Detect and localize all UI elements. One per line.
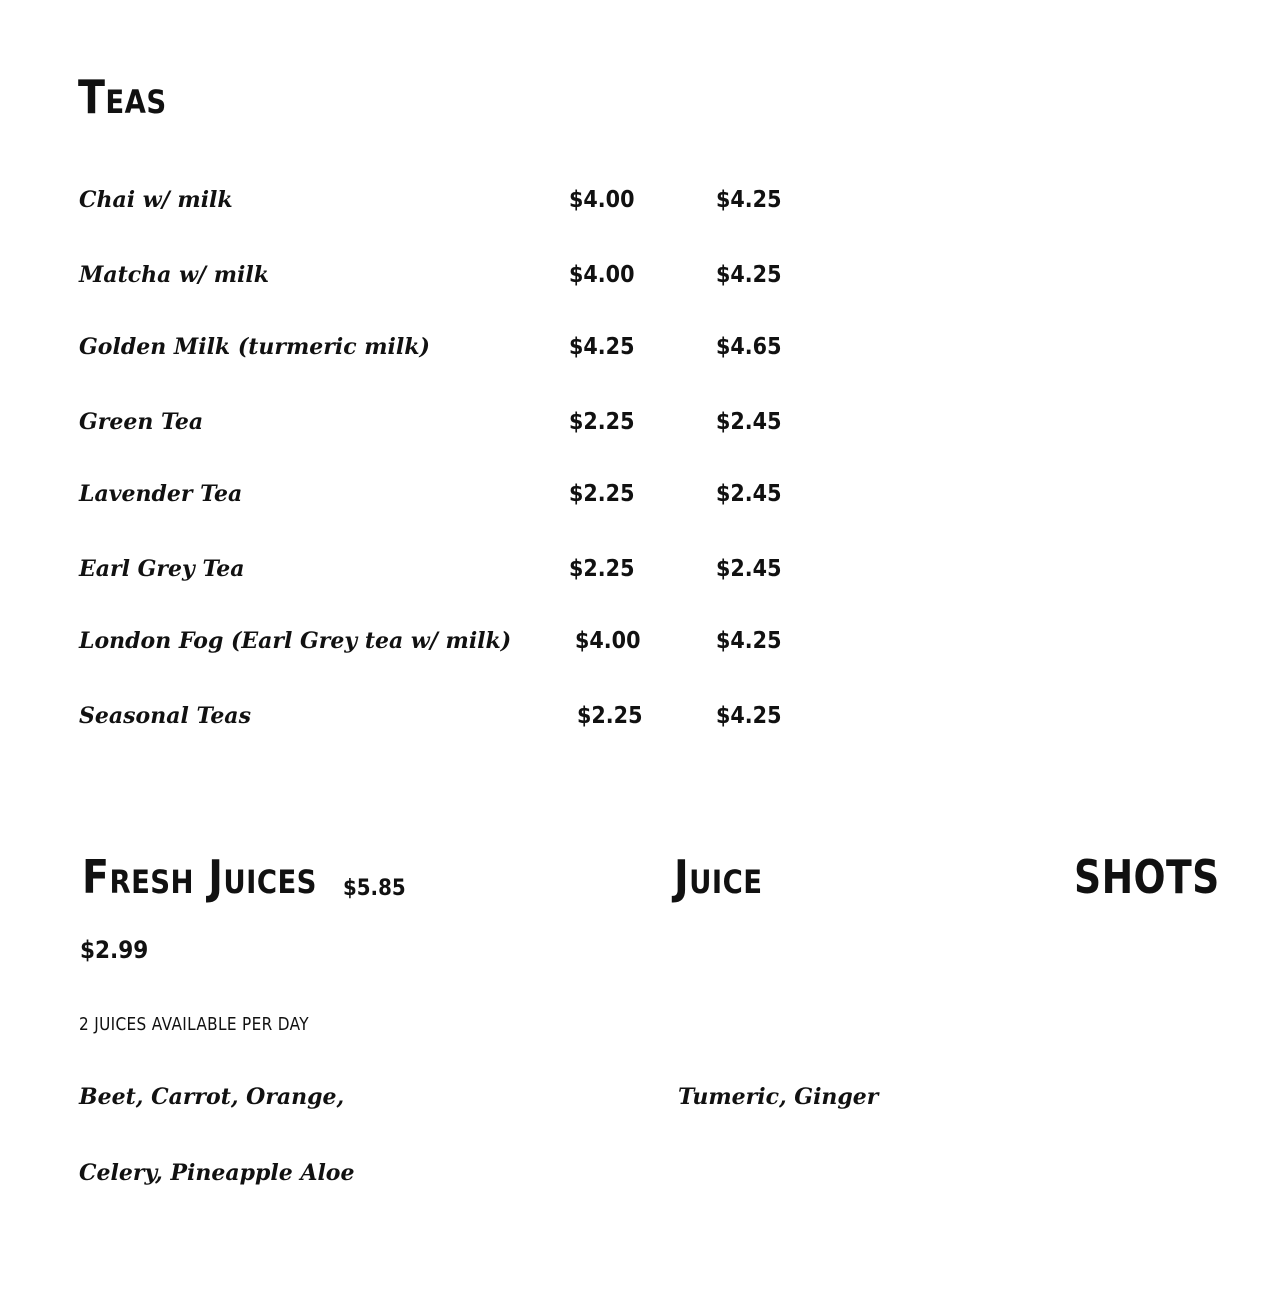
juice-shots-heading-right: SHOTS (1074, 850, 1220, 904)
juice-shots-price: $2.99 (80, 936, 149, 964)
juice-flavors-line-1: Beet, Carrot, Orange, (79, 1084, 345, 1110)
fresh-juices-price: $5.85 (343, 876, 406, 901)
tea-price-large: $2.45 (716, 556, 782, 582)
tea-price-large: $2.45 (716, 409, 782, 435)
tea-name: Seasonal Teas (79, 703, 251, 729)
tea-item (0, 255, 1284, 295)
tea-price-small: $4.00 (569, 187, 635, 213)
tea-price-small: $2.25 (577, 703, 643, 729)
tea-name: Lavender Tea (79, 481, 243, 507)
tea-item (0, 621, 1284, 661)
tea-item (0, 474, 1284, 514)
tea-name: Chai w/ milk (79, 187, 233, 213)
juice-flavors-line-2: Celery, Pineapple Aloe (79, 1160, 355, 1186)
tea-price-large: $2.45 (716, 481, 782, 507)
tea-price-large: $4.25 (716, 703, 782, 729)
tea-price-small: $2.25 (569, 481, 635, 507)
teas-heading: Teas (78, 70, 167, 124)
tea-price-small: $4.00 (575, 628, 641, 654)
tea-item (0, 327, 1284, 367)
juices-availability-note: 2 JUICES AVAILABLE PER DAY (79, 1014, 309, 1035)
tea-item (0, 696, 1284, 736)
tea-price-large: $4.25 (716, 262, 782, 288)
tea-price-small: $4.25 (569, 334, 635, 360)
tea-item (0, 549, 1284, 589)
tea-price-large: $4.25 (716, 628, 782, 654)
tea-name: Matcha w/ milk (79, 262, 269, 288)
juice-shots-flavors: Tumeric, Ginger (678, 1084, 879, 1110)
tea-name: Green Tea (79, 409, 204, 435)
tea-price-large: $4.25 (716, 187, 782, 213)
tea-item (0, 402, 1284, 442)
tea-name: Earl Grey Tea (79, 556, 245, 582)
tea-price-small: $4.00 (569, 262, 635, 288)
tea-price-small: $2.25 (569, 409, 635, 435)
tea-name: Golden Milk (turmeric milk) (79, 334, 430, 360)
tea-price-small: $2.25 (569, 556, 635, 582)
tea-price-large: $4.65 (716, 334, 782, 360)
juice-shots-heading-left: Juice (674, 850, 763, 904)
tea-name: London Fog (Earl Grey tea w/ milk) (79, 628, 512, 654)
tea-item (0, 180, 1284, 220)
fresh-juices-heading: Fresh Juices (82, 850, 317, 904)
